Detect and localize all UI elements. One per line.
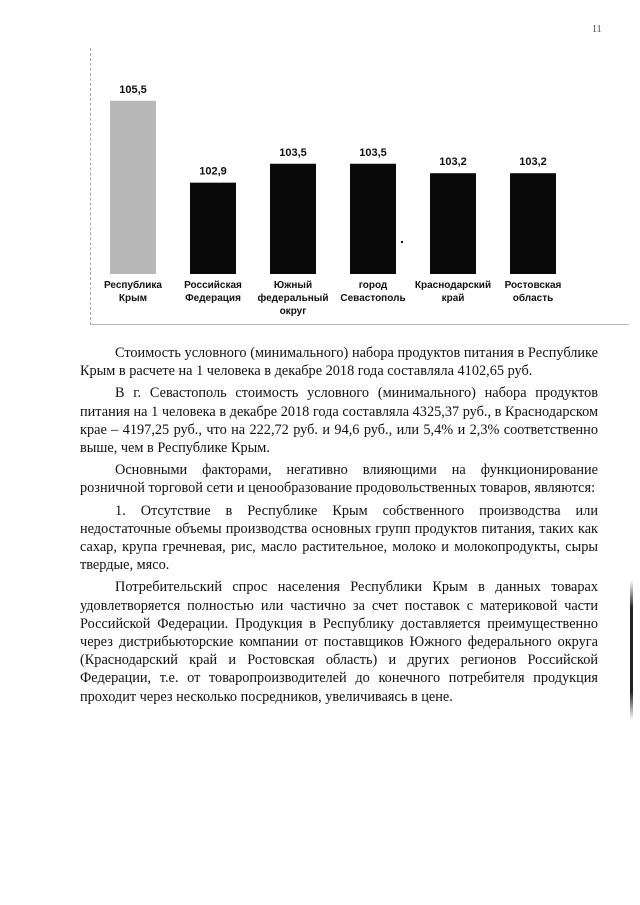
scan-margin-mark [630, 580, 633, 720]
category-label-2-0: Южный [273, 280, 313, 291]
bar-2 [270, 164, 316, 274]
category-label-5-1: область [512, 293, 554, 304]
category-label-3-0: город [358, 280, 388, 291]
value-label-0: 105,5 [119, 83, 147, 96]
category-label-4-0: Краснодарский [414, 280, 492, 291]
bar-3 [350, 164, 396, 274]
bar-0 [110, 101, 156, 274]
scan-artifact-dot [401, 241, 403, 243]
paragraph-3: Основными факторами, негативно влияющими на функционирование розничной торговой сети и ценообразование продовольственных товаров, являются: [80, 462, 598, 497]
value-label-5: 103,2 [519, 156, 547, 169]
category-label-0-0: Республика [103, 280, 163, 291]
bar-chart [90, 48, 628, 324]
category-label-3-1: Севастополь [340, 293, 406, 304]
category-label-2-1: федеральный [257, 293, 329, 304]
category-label-4-1: край [441, 293, 465, 304]
value-label-1: 102,9 [199, 165, 227, 178]
body-text [80, 344, 598, 710]
paragraph-1: Стоимость условного (минимального) набора продуктов питания в Республике Крым в расчете на 1 человека в декабре 2018 года составляла 4102,65 руб. [80, 345, 598, 380]
bar-1 [190, 183, 236, 274]
category-label-5-0: Ростовская [504, 280, 562, 291]
value-label-4: 103,2 [439, 156, 467, 169]
bar-4 [430, 173, 476, 274]
page-number: 11 [592, 24, 602, 35]
category-label-2-2: округ [279, 306, 307, 317]
bar-5 [510, 173, 556, 274]
paragraph-2: В г. Севастополь стоимость условного (минимального) набора продуктов питания на 1 человека в декабре 2018 года составляла 4325,37 руб., в Краснодарском крае – 4197,25 руб., что на 222,72 руб. и 94,6 руб., или 5,4% и 2,3% соответственно выше, чем в Республике Крым. [80, 385, 598, 457]
value-label-2: 103,5 [279, 146, 307, 159]
paragraph-5: Потребительский спрос населения Республики Крым в данных товарах удовлетворяется полностью или частично за счет поставок с материковой части Российской Федерации. Продукция в Республику доставляется преимущественно через дистрибьюторские компании от поставщиков Южного федерального округа (Краснодарский край и Ростовская область) и других регионов Российской Федерации, т.е. от товаропроизводителей до конечного потребителя продукция проходит через несколько посредников, увеличиваясь в цене. [80, 579, 598, 705]
category-label-1-0: Российская [184, 280, 242, 291]
category-label-0-1: Крым [118, 293, 148, 304]
value-label-3: 103,5 [359, 146, 387, 159]
category-label-1-1: Федерация [185, 293, 241, 304]
paragraph-4: 1. Отсутствие в Республике Крым собственного производства или недостаточные объемы производства основных групп продуктов питания, таких как сахар, крупа гречневая, рис, масло растительное, молоко и молокопродукты, сыры твердые, мясо. [80, 502, 598, 574]
